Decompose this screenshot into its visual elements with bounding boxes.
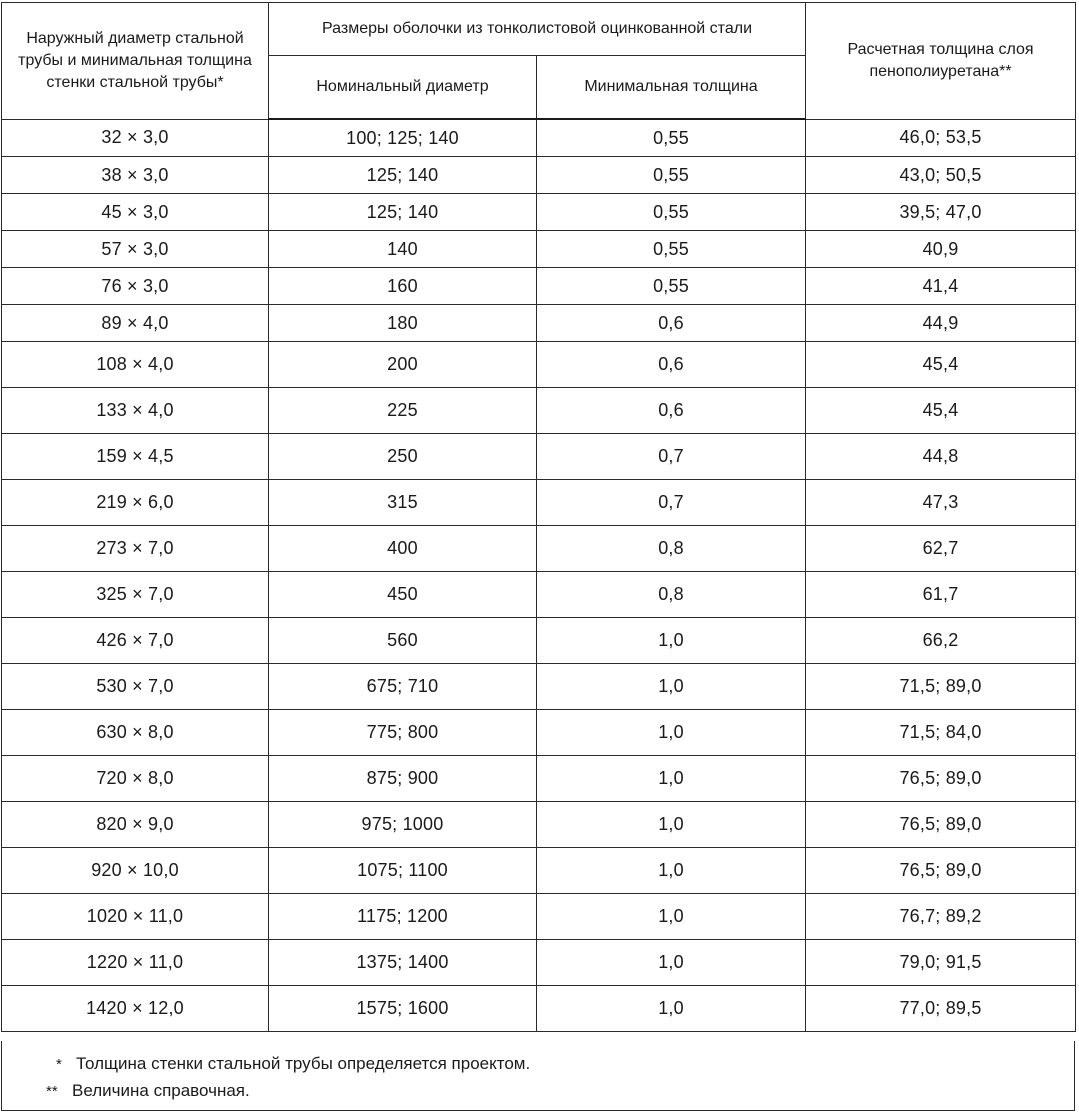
cell-min-thickness: 0,55 — [537, 119, 806, 157]
cell-min-thickness: 1,0 — [537, 848, 806, 894]
cell-min-thickness: 1,0 — [537, 710, 806, 756]
cell-nominal-diameter: 100; 125; 140 — [269, 119, 537, 157]
cell-nominal-diameter: 140 — [269, 231, 537, 268]
cell-ppu-thickness: 45,4 — [806, 388, 1076, 434]
cell-min-thickness: 0,8 — [537, 572, 806, 618]
cell-nominal-diameter: 315 — [269, 480, 537, 526]
table-row — [2, 119, 1076, 157]
cell-ppu-thickness: 62,7 — [806, 526, 1076, 572]
cell-min-thickness: 1,0 — [537, 618, 806, 664]
cell-min-thickness: 1,0 — [537, 940, 806, 986]
cell-pipe: 76 × 3,0 — [2, 268, 269, 305]
cell-nominal-diameter: 160 — [269, 268, 537, 305]
cell-ppu-thickness: 44,9 — [806, 305, 1076, 342]
table-row — [2, 618, 1076, 664]
cell-nominal-diameter: 400 — [269, 526, 537, 572]
cell-ppu-thickness: 45,4 — [806, 342, 1076, 388]
cell-ppu-thickness: 43,0; 50,5 — [806, 157, 1076, 194]
cell-pipe: 32 × 3,0 — [2, 119, 269, 157]
cell-min-thickness: 0,8 — [537, 526, 806, 572]
cell-ppu-thickness: 40,9 — [806, 231, 1076, 268]
cell-nominal-diameter: 250 — [269, 434, 537, 480]
table-row — [2, 388, 1076, 434]
cell-pipe: 630 × 8,0 — [2, 710, 269, 756]
cell-ppu-thickness: 76,5; 89,0 — [806, 848, 1076, 894]
table-row — [2, 305, 1076, 342]
cell-min-thickness: 1,0 — [537, 664, 806, 710]
cell-ppu-thickness: 44,8 — [806, 434, 1076, 480]
cell-min-thickness: 1,0 — [537, 986, 806, 1032]
footnote-1-text: Толщина стенки стальной трубы определяется проектом. — [76, 1054, 531, 1073]
footnote-1 — [56, 1054, 530, 1074]
cell-ppu-thickness: 47,3 — [806, 480, 1076, 526]
cell-nominal-diameter: 675; 710 — [269, 664, 537, 710]
table-row — [2, 664, 1076, 710]
table-row — [2, 848, 1076, 894]
cell-pipe: 159 × 4,5 — [2, 434, 269, 480]
cell-ppu-thickness: 76,5; 89,0 — [806, 802, 1076, 848]
cell-ppu-thickness: 76,7; 89,2 — [806, 894, 1076, 940]
table-header — [2, 3, 1076, 120]
cell-pipe: 57 × 3,0 — [2, 231, 269, 268]
cell-nominal-diameter: 560 — [269, 618, 537, 664]
cell-ppu-thickness: 71,5; 84,0 — [806, 710, 1076, 756]
cell-pipe: 1420 × 12,0 — [2, 986, 269, 1032]
cell-pipe: 133 × 4,0 — [2, 388, 269, 434]
table-row — [2, 194, 1076, 231]
cell-pipe: 1220 × 11,0 — [2, 940, 269, 986]
cell-pipe: 273 × 7,0 — [2, 526, 269, 572]
table-row — [2, 894, 1076, 940]
cell-ppu-thickness: 76,5; 89,0 — [806, 756, 1076, 802]
cell-nominal-diameter: 1575; 1600 — [269, 986, 537, 1032]
cell-nominal-diameter: 875; 900 — [269, 756, 537, 802]
cell-ppu-thickness: 71,5; 89,0 — [806, 664, 1076, 710]
cell-nominal-diameter: 450 — [269, 572, 537, 618]
table-row — [2, 756, 1076, 802]
table-row — [2, 231, 1076, 268]
cell-min-thickness: 0,55 — [537, 194, 806, 231]
cell-nominal-diameter: 200 — [269, 342, 537, 388]
cell-ppu-thickness: 79,0; 91,5 — [806, 940, 1076, 986]
table-row — [2, 434, 1076, 480]
spec-table — [1, 2, 1076, 1032]
cell-nominal-diameter: 225 — [269, 388, 537, 434]
cell-pipe: 89 × 4,0 — [2, 305, 269, 342]
cell-nominal-diameter: 975; 1000 — [269, 802, 537, 848]
cell-min-thickness: 0,7 — [537, 480, 806, 526]
cell-min-thickness: 0,55 — [537, 268, 806, 305]
cell-ppu-thickness: 39,5; 47,0 — [806, 194, 1076, 231]
cell-pipe: 1020 × 11,0 — [2, 894, 269, 940]
cell-pipe: 920 × 10,0 — [2, 848, 269, 894]
cell-pipe: 38 × 3,0 — [2, 157, 269, 194]
cell-ppu-thickness: 41,4 — [806, 268, 1076, 305]
cell-ppu-thickness: 66,2 — [806, 618, 1076, 664]
cell-pipe: 530 × 7,0 — [2, 664, 269, 710]
cell-pipe: 820 × 9,0 — [2, 802, 269, 848]
cell-min-thickness: 0,6 — [537, 342, 806, 388]
footnote-1-mark: * — [56, 1056, 62, 1073]
cell-pipe: 325 × 7,0 — [2, 572, 269, 618]
cell-min-thickness: 0,55 — [537, 157, 806, 194]
cell-min-thickness: 1,0 — [537, 802, 806, 848]
table-body — [2, 119, 1076, 1032]
cell-pipe: 45 × 3,0 — [2, 194, 269, 231]
table-row — [2, 710, 1076, 756]
table-row — [2, 342, 1076, 388]
table-row — [2, 986, 1076, 1032]
cell-pipe: 219 × 6,0 — [2, 480, 269, 526]
cell-nominal-diameter: 180 — [269, 305, 537, 342]
cell-pipe: 720 × 8,0 — [2, 756, 269, 802]
table-row — [2, 802, 1076, 848]
footnotes — [1, 1041, 1075, 1111]
cell-ppu-thickness: 46,0; 53,5 — [806, 119, 1076, 157]
table-row — [2, 268, 1076, 305]
footnote-2-mark: ** — [46, 1083, 58, 1100]
header-nominal-diameter: Номинальный диаметр — [269, 56, 537, 120]
cell-nominal-diameter: 1375; 1400 — [269, 940, 537, 986]
cell-pipe: 108 × 4,0 — [2, 342, 269, 388]
header-pipe-diameter: Наружный диаметр стальной трубы и минимальная толщина стенки стальной трубы* — [2, 3, 269, 120]
table-row — [2, 157, 1076, 194]
footnote-2-text: Величина справочная. — [72, 1081, 250, 1100]
header-shell-dimensions: Размеры оболочки из тонколистовой оцинкованной стали — [269, 3, 806, 56]
cell-ppu-thickness: 77,0; 89,5 — [806, 986, 1076, 1032]
cell-nominal-diameter: 125; 140 — [269, 194, 537, 231]
cell-min-thickness: 0,6 — [537, 305, 806, 342]
cell-min-thickness: 1,0 — [537, 756, 806, 802]
cell-pipe: 426 × 7,0 — [2, 618, 269, 664]
cell-nominal-diameter: 1175; 1200 — [269, 894, 537, 940]
header-min-thickness: Минимальная толщина — [537, 56, 806, 120]
cell-nominal-diameter: 1075; 1100 — [269, 848, 537, 894]
footnote-2 — [46, 1081, 250, 1101]
table-row — [2, 572, 1076, 618]
cell-min-thickness: 0,55 — [537, 231, 806, 268]
cell-ppu-thickness: 61,7 — [806, 572, 1076, 618]
table-row — [2, 480, 1076, 526]
cell-nominal-diameter: 125; 140 — [269, 157, 537, 194]
cell-min-thickness: 0,7 — [537, 434, 806, 480]
cell-nominal-diameter: 775; 800 — [269, 710, 537, 756]
header-ppu-thickness: Расчетная толщина слоя пенополиуретана** — [806, 3, 1076, 120]
table-row — [2, 940, 1076, 986]
cell-min-thickness: 1,0 — [537, 894, 806, 940]
table-row — [2, 526, 1076, 572]
cell-min-thickness: 0,6 — [537, 388, 806, 434]
